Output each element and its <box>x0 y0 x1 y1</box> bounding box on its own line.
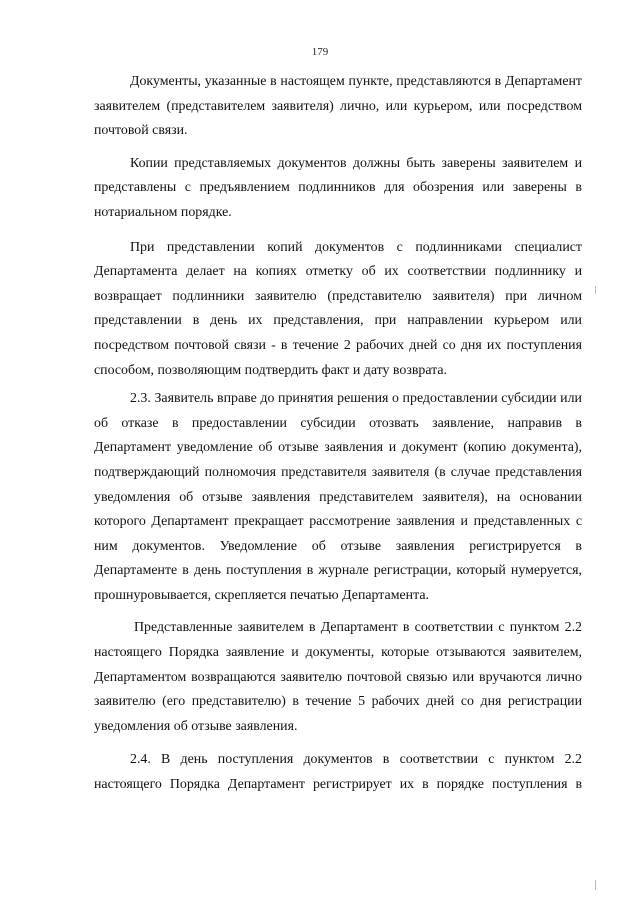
scan-margin-mark <box>595 286 596 294</box>
paragraph-section-2-4: 2.4. В день поступления документов в соответствии с пунктом 2.2 настоящего Порядка Департамент регистрирует их в порядке поступления в <box>94 752 582 793</box>
paragraph-copies-certified: Копии представляемых документов должны быть заверены заявителем и представлены с предъявлением подлинников для обозрения или заверены в нотариальном порядке. <box>94 155 582 220</box>
paragraph-documents-submission: Документы, указанные в настоящем пункте, представляются в Департамент заявителем (представителем заявителя) лично, или курьером, или посредством почтовой связи. <box>94 74 582 139</box>
paragraph-documents-returned: Представленные заявителем в Департамент в соответствии с пунктом 2.2 настоящего Порядка заявление и документы, которые отзываются заявителем, Департаментом возвращаются заявителю почтовой связью или вручаются лично заявителю (его представителю) в течение 5 рабочих дней со дня регистрации уведомления об отзыве заявления. <box>94 620 582 734</box>
paragraph-originals-return: При представлении копий документов с подлинниками специалист Департамента делает на копиях отметку об их соответствии подлиннику и возвращает подлинники заявителю (представителю заявителя) при личном представлении в день их представления, при направлении курьером или посредством почтовой связи - в течение 2 рабочих дней со дня их поступления способом, позволяющим подтвердить факт и дату возврата. <box>94 239 582 378</box>
document-body <box>94 70 582 798</box>
paragraph-section-2-3: 2.3. Заявитель вправе до принятия решения о предоставлении субсидии или об отказе в предоставлении субсидии отозвать заявление, направив в Департамент уведомление об отзыве заявления и документ (копию документа), подтверждающий полномочия представителя заявителя (в случае представления уведомления об отзыве заявления представителем заявителя), на основании которого Департамент прекращает рассмотрение заявления и представленных с ним документов. Уведомление об отзыве заявления регистрируется в Департаменте в день поступления в журнале регистрации, который нумеруется, прошнуровывается, скрепляется печатью Департамента. <box>94 391 582 603</box>
page-number: 179 <box>311 46 329 58</box>
scan-margin-mark <box>595 880 596 890</box>
